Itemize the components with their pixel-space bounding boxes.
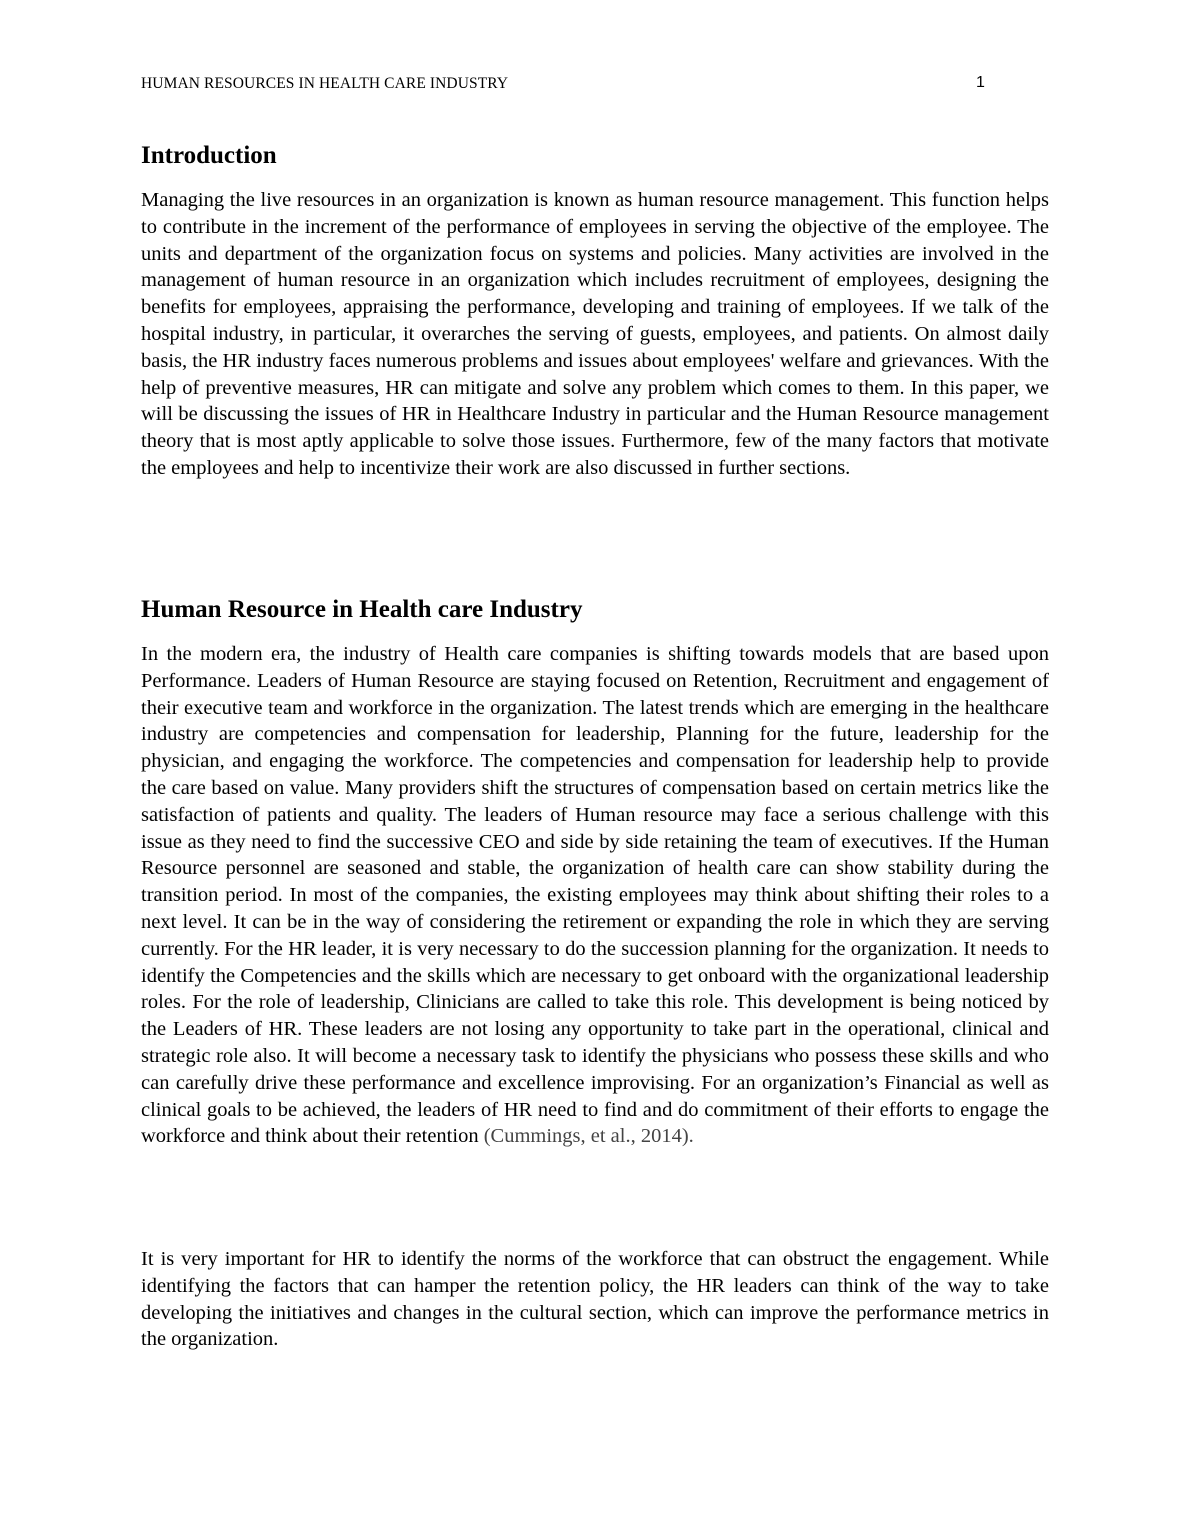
running-head: HUMAN RESOURCES IN HEALTH CARE INDUSTRY — [141, 75, 509, 92]
section-heading-hr-health-care: Human Resource in Health care Industry — [141, 596, 583, 623]
section-heading-introduction: Introduction — [141, 142, 277, 169]
paragraph — [141, 641, 1049, 1150]
paragraph: It is very important for HR to identify the norms of the workforce that can obstruct the engagement. While identifying the factors that can hamper the retention policy, the HR leaders can think of the way to take developing the initiatives and changes in the cultural section, which can improve the performance metrics in the organization. — [141, 1248, 1049, 1351]
citation: (Cummings, et al., 2014). — [483, 1125, 694, 1148]
page-number: 1 — [976, 74, 985, 91]
paragraph-text: In the modern era, the industry of Health care companies is shifting towards models that are based upon Performance. Leaders of Human Resource are staying focused on Retention, Recruitment and engagement of their executive team and workforce in the organization. The latest trends which are emerging in the healthcare industry are competencies and compensation for leadership, Planning for the future, leadership for the physician, and engaging the workforce. The competencies and compensation for leadership help to provide the care based on value. Many providers shift the structures of compensation based on certain metrics like the satisfaction of patients and quality. The leaders of Human resource may face a serious challenge with this issue as they need to find the successive CEO and side by side retaining the team of executives. If the Human Resource personnel are seasoned and stable, the organization of health care can show stability during the transition period. In most of the companies, the existing employees may think about shifting their roles to a next level. It can be in the way of considering the retirement or expanding the role in which they are serving currently. For the HR leader, it is very necessary to do the succession planning for the organization. It needs to identify the Competencies and the skills which are necessary to get onboard with the organizational leadership roles. For the role of leadership, Clinicians are called to take this role. This development is being noticed by the Leaders of HR. These leaders are not losing any opportunity to take part in the operational, clinical and strategic role also. It will become a necessary task to identify the physicians who possess these skills and who can carefully drive these performance and excellence improvising. For an organization’s Financial as well as clinical goals to be achieved, the leaders of HR need to find and do commitment of their efforts to engage the workforce and think about their retention — [141, 643, 1049, 1148]
section-body-hr-health-care-continued — [141, 1246, 1049, 1353]
section-body-hr-health-care — [141, 641, 1049, 1150]
paragraph: Managing the live resources in an organization is known as human resource management. This function helps to contribute in the increment of the performance of employees in serving the objective of the employee. The units and department of the organization focus on systems and policies. Many activities are involved in the management of human resource in an organization which includes recruitment of employees, designing the benefits for employees, appraising the performance, developing and training of employees. If we talk of the hospital industry, in particular, it overarches the serving of guests, employees, and patients. On almost daily basis, the HR industry faces numerous problems and issues about employees' welfare and grievances. With the help of preventive measures, HR can mitigate and solve any problem which comes to them. In this paper, we will be discussing the issues of HR in Healthcare Industry in particular and the Human Resource management theory that is most aptly applicable to solve those issues. Furthermore, few of the many factors that motivate the employees and help to incentivize their work are also discussed in further sections. — [141, 189, 1049, 479]
section-body-introduction — [141, 187, 1049, 482]
